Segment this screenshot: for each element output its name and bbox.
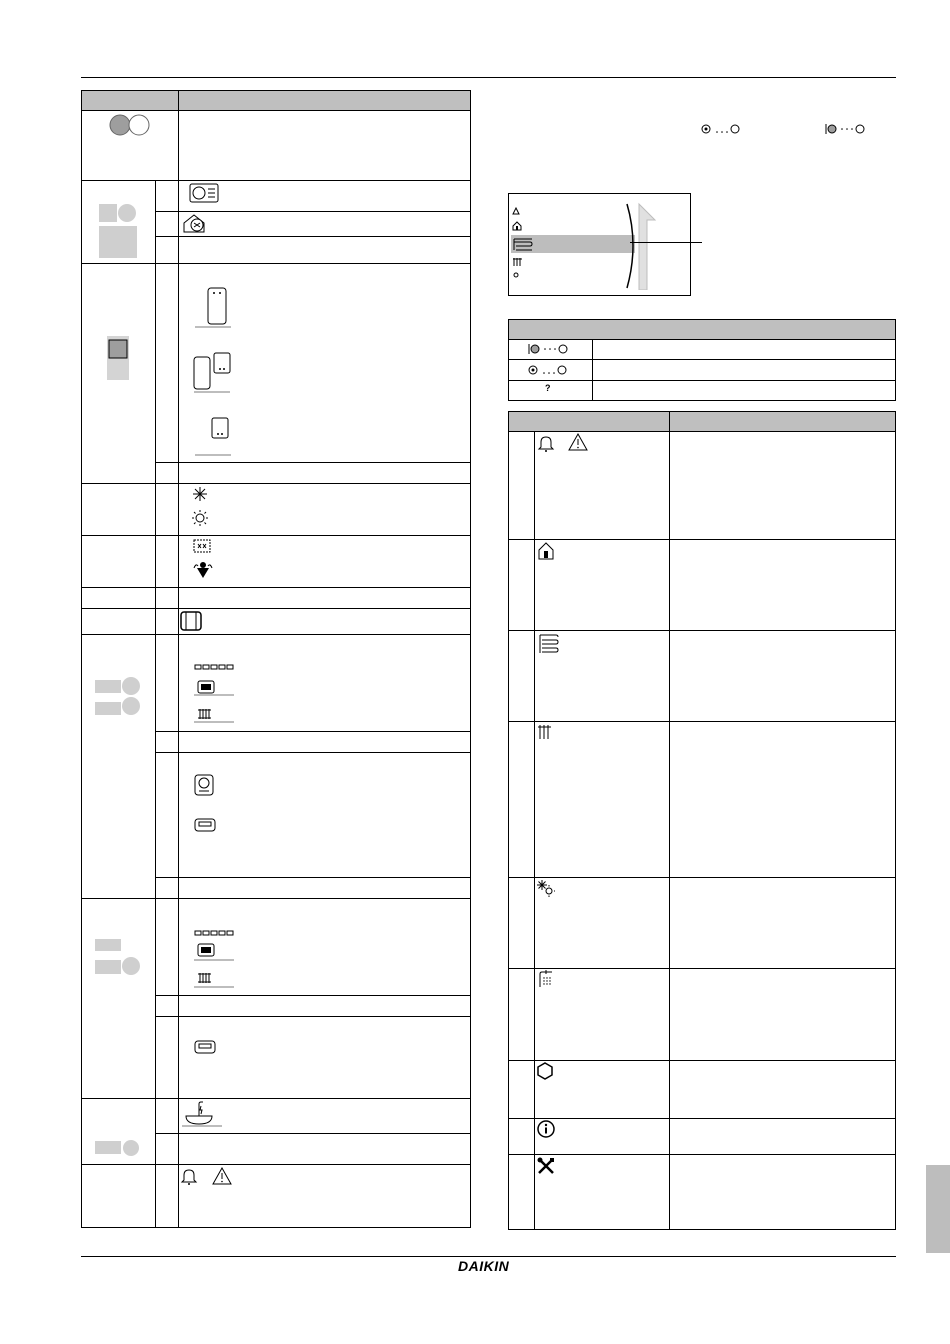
sun-icon [192,510,208,526]
unit-frame-icon [180,611,202,631]
floor-heating-icon-2 [194,930,236,938]
indoor-unit-slot-icon [107,336,129,380]
snowflake-icon [192,486,208,502]
dial-indicator-icon [824,123,866,135]
house-icon-menu [512,221,522,231]
bell-icon [180,1167,198,1185]
warning-triangle-icon [212,1167,232,1185]
convector-icon-2 [194,943,236,961]
house-fan-icon [182,213,208,233]
touch-indicator-icon-2 [528,364,568,376]
room-thermostat-icon [194,774,214,796]
bell-icon-2 [537,434,555,452]
sun-icon-menu [512,271,520,279]
radiator-icon-3 [537,724,553,740]
floor-heating-icon [194,664,236,672]
dhw-zone-icon [95,1139,143,1157]
scroll-dial-icon[interactable] [621,200,657,290]
zone-square-circle-icon [98,203,140,259]
warning-triangle-icon-2 [568,433,588,451]
house-icon [538,542,554,560]
remote-controller-icon [194,818,216,832]
hexagon-icon [537,1062,553,1080]
quiet-mode-icon [192,560,214,580]
info-icon [537,1120,555,1138]
help-symbol: ? [545,383,551,393]
main-zone-icon [95,676,143,716]
heating-cooling-icon [537,879,555,897]
remote-controller-icon-2 [194,1040,216,1054]
wrench-screwdriver-icon [537,1157,555,1175]
tank-and-wall-unit-icon [192,352,232,394]
radiator-icon-menu [512,257,524,267]
left-table-header [81,90,471,110]
defrost-icon [192,538,212,554]
floor-heating-icon-menu [512,237,534,251]
outdoor-unit-icon [189,183,219,203]
top-rule [81,77,896,78]
daikin-logo: DAIKIN [458,1258,510,1274]
chapter-tab [926,1165,950,1253]
dial-indicator-icon-2 [527,343,569,355]
menu-screen [508,193,691,296]
tank-unit-icon [193,287,233,329]
circles-badge-icon [109,114,151,136]
touch-indicator-icon [701,123,741,135]
radiator-icon [194,707,236,723]
convector-icon [194,680,236,696]
bell-icon-menu [512,207,520,215]
floor-heating-icon-3 [538,633,560,655]
additional-zone-icon [95,938,143,978]
tank-icon [538,970,554,988]
wall-unit-icon [193,417,233,459]
tap-water-icon [182,1100,224,1128]
menu-callout-line [630,242,702,243]
bottom-rule [81,1256,896,1257]
radiator-icon-2 [194,971,236,989]
